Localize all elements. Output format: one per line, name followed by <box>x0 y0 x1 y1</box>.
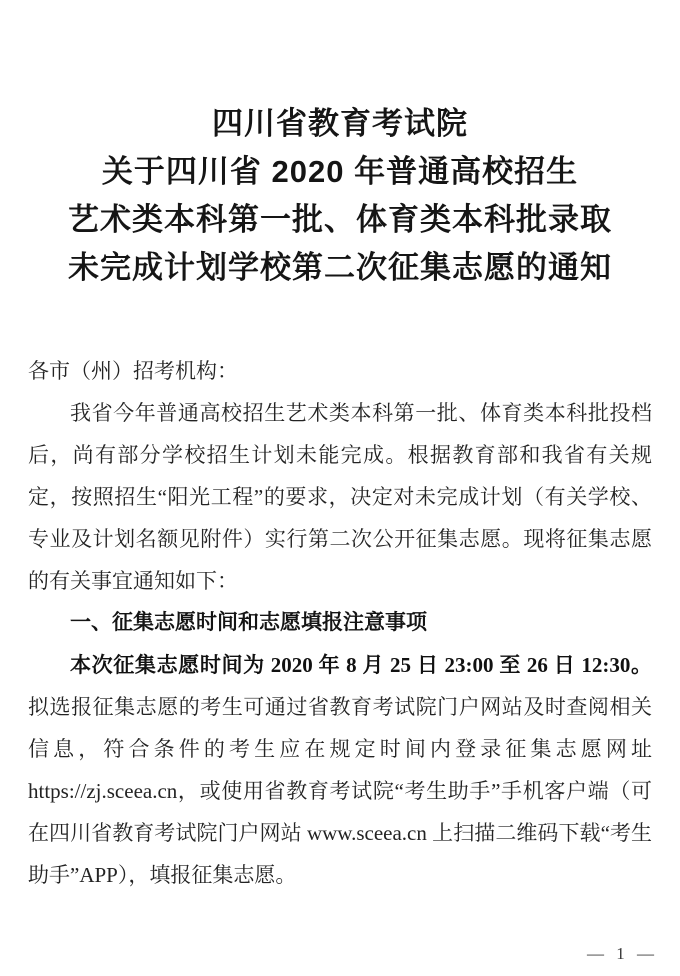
title-line-2: 关于四川省 2020 年普通高校招生 <box>101 154 579 189</box>
title-line-1: 四川省教育考试院 <box>212 106 468 141</box>
page-number: — 1 — <box>587 944 658 963</box>
time-sentence: 本次征集志愿时间为 2020 年 8 月 25 日 23:00 至 26 日 12:30。 <box>70 653 652 677</box>
time-paragraph <box>28 644 652 896</box>
salutation-line: 各市（州）招考机构： <box>28 359 238 383</box>
opening-paragraph: 我省今年普通高校招生艺术类本科第一批、体育类本科批投档后，尚有部分学校招生计划未能完成。根据教育部和我省有关规定，按照招生“阳光工程”的要求，决定对未完成计划（有关学校、专业及计划名额见附件）实行第二次公开征集志愿。现将征集志愿的有关事宜通知如下： <box>28 401 652 593</box>
section-1-heading: 一、征集志愿时间和志愿填报注意事项 <box>70 611 427 634</box>
document-body <box>28 350 652 896</box>
title-line-4: 未完成计划学校第二次征集志愿的通知 <box>68 250 612 285</box>
document-title <box>0 0 680 292</box>
title-line-3: 艺术类本科第一批、体育类本科批录取 <box>68 202 612 237</box>
time-paragraph-rest: 拟选报征集志愿的考生可通过省教育考试院门户网站及时查阅相关信息，符合条件的考生应在规定时间内登录征集志愿网址 https://zj.sceea.cn，或使用省教育考试院“考生助手”手机客户端（可在四川省教育考试院门户网站 www.sceea.cn 上扫描二维码下载“考生助手”APP），填报征集志愿。 <box>28 695 652 887</box>
